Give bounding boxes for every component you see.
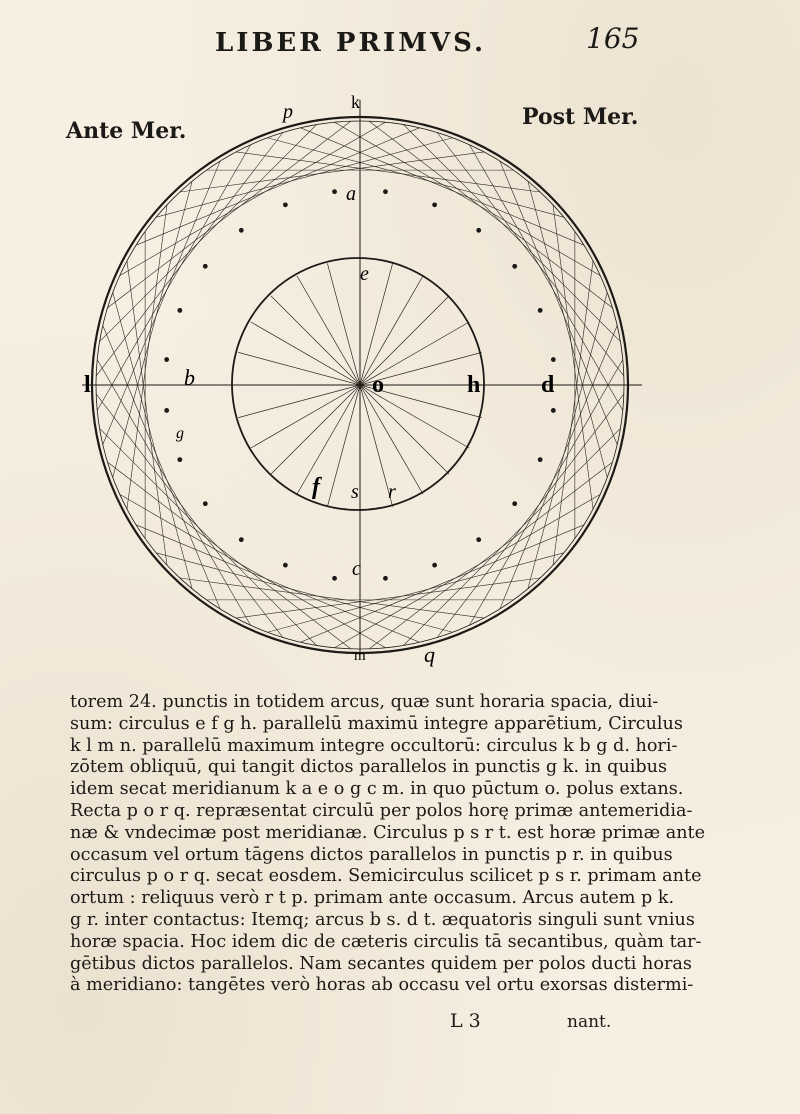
text-line: idem secat meridianum k a e o g c m. in quo pūctum o. polus extans. — [70, 779, 684, 800]
hour-point — [177, 457, 182, 462]
text-line: ortum : reliquus verò r t p. primam ante occasum. Arcus autem p k. — [70, 888, 675, 909]
tangent-chord — [369, 121, 612, 308]
hour-point — [476, 537, 481, 542]
hour-point — [332, 576, 337, 581]
hour-spoke — [297, 385, 360, 494]
tangent-chord — [156, 553, 452, 632]
tangent-chord — [528, 181, 607, 477]
hour-spoke — [251, 322, 360, 385]
tangent-chord — [369, 462, 612, 649]
hour-spoke — [238, 352, 360, 385]
hour-point — [164, 357, 169, 362]
letter-l: l — [84, 372, 91, 398]
text-line: Recta p o r q. repræsentat circulū per polos horę primæ antemeridia- — [70, 800, 693, 821]
tangent-chord — [469, 145, 622, 411]
hour-spoke — [360, 276, 423, 385]
hour-point — [538, 308, 543, 313]
hour-point — [177, 308, 182, 313]
text-line: sum: circulus e f g h. parallelū maximū integre apparētium, Circulus — [70, 713, 683, 734]
tangent-chord — [96, 394, 283, 637]
letter-m: m — [354, 648, 366, 664]
letter-g: g — [176, 425, 184, 442]
hour-point — [432, 202, 437, 207]
tangent-chord — [437, 394, 624, 637]
hour-point — [551, 357, 556, 362]
tangent-chord — [267, 138, 563, 217]
text-line: occasum vel ortum tāgens dictos parallelos in punctis p r. in quibus — [70, 844, 673, 865]
tangent-chord — [437, 133, 624, 376]
catchword: nant. — [567, 1012, 612, 1032]
letter-e: e — [360, 263, 369, 285]
text-line: k l m n. parallelū maximum integre occultorū: circulus k b g d. hori- — [70, 735, 678, 756]
hour-point — [203, 264, 208, 269]
hour-point — [551, 408, 556, 413]
tangent-chord — [120, 494, 386, 647]
text-line: torem 24. punctis in totidem arcus, quæ sunt horaria spacia, diui- — [70, 692, 659, 712]
text-line: zōtem obliquū, qui tangit dictos parallelos in punctis g k. in quibus — [70, 757, 668, 778]
text-line: circulus p o r q. secat eosdem. Semicirculus scilicet p s r. primam ante — [70, 866, 702, 887]
hour-point — [383, 576, 388, 581]
text-line: à meridiano: tangētes verò horas ab occasu vel ortu exorsas distermi- — [70, 975, 694, 996]
page-number: 165 — [586, 22, 640, 55]
letter-d: d — [541, 372, 555, 398]
letter-h: h — [467, 372, 481, 398]
tangent-chord — [335, 122, 601, 275]
letter-p: p — [283, 101, 293, 123]
label-post-meridiem: Post Mer. — [522, 104, 639, 130]
tangent-chord — [156, 138, 452, 217]
body-text — [70, 692, 706, 997]
letter-f: f — [312, 474, 320, 500]
hour-point — [512, 501, 517, 506]
tangent-chord — [97, 360, 250, 626]
hour-spoke — [360, 385, 449, 474]
running-head: LIBER PRIMVS. — [215, 28, 487, 58]
tangent-chord — [97, 145, 250, 411]
hour-spoke — [251, 385, 360, 448]
tangent-chord — [469, 360, 622, 626]
hour-point — [332, 189, 337, 194]
letter-b: b — [184, 365, 195, 390]
hour-point — [203, 501, 208, 506]
hour-point — [283, 202, 288, 207]
text-line: gētibus dictos parallelos. Nam secantes quidem per polos ducti horas — [70, 953, 692, 974]
hour-spoke — [360, 385, 423, 494]
hour-point — [239, 228, 244, 233]
hour-point — [239, 537, 244, 542]
hour-spoke — [297, 276, 360, 385]
letter-k: k — [351, 92, 360, 112]
hour-point — [164, 408, 169, 413]
signature-mark: L 3 — [450, 1010, 481, 1032]
text-line: horæ spacia. Hoc idem dic de cæteris circulis tā secantibus, quàm tar- — [70, 931, 702, 952]
hour-point — [432, 563, 437, 568]
tangent-chord — [267, 553, 563, 632]
label-ante-meridiem: Ante Mer. — [66, 118, 187, 144]
letter-q: q — [424, 642, 435, 667]
letter-s: s — [351, 481, 359, 503]
hour-spoke — [271, 296, 360, 385]
hour-spoke — [271, 385, 360, 474]
tangent-chord — [335, 494, 601, 647]
tangent-chord — [528, 292, 607, 588]
text-line: næ & vndecimæ post meridianæ. Circulus p s r t. est horæ primæ ante — [70, 822, 706, 843]
letter-r: r — [388, 481, 396, 503]
tangent-chord — [96, 133, 283, 376]
letter-a: a — [346, 183, 356, 205]
hour-spoke — [238, 385, 360, 418]
hour-point — [383, 189, 388, 194]
hour-spoke — [327, 263, 360, 385]
hour-point — [538, 457, 543, 462]
hour-point — [512, 264, 517, 269]
tangent-chord — [108, 121, 351, 308]
hour-point — [476, 228, 481, 233]
letter-c: c — [352, 558, 361, 580]
letter-o: o — [372, 372, 384, 398]
hour-point — [283, 563, 288, 568]
text-line: g r. inter contactus: Itemq; arcus b s. d t. æquatoris singuli sunt vnius — [70, 909, 695, 930]
